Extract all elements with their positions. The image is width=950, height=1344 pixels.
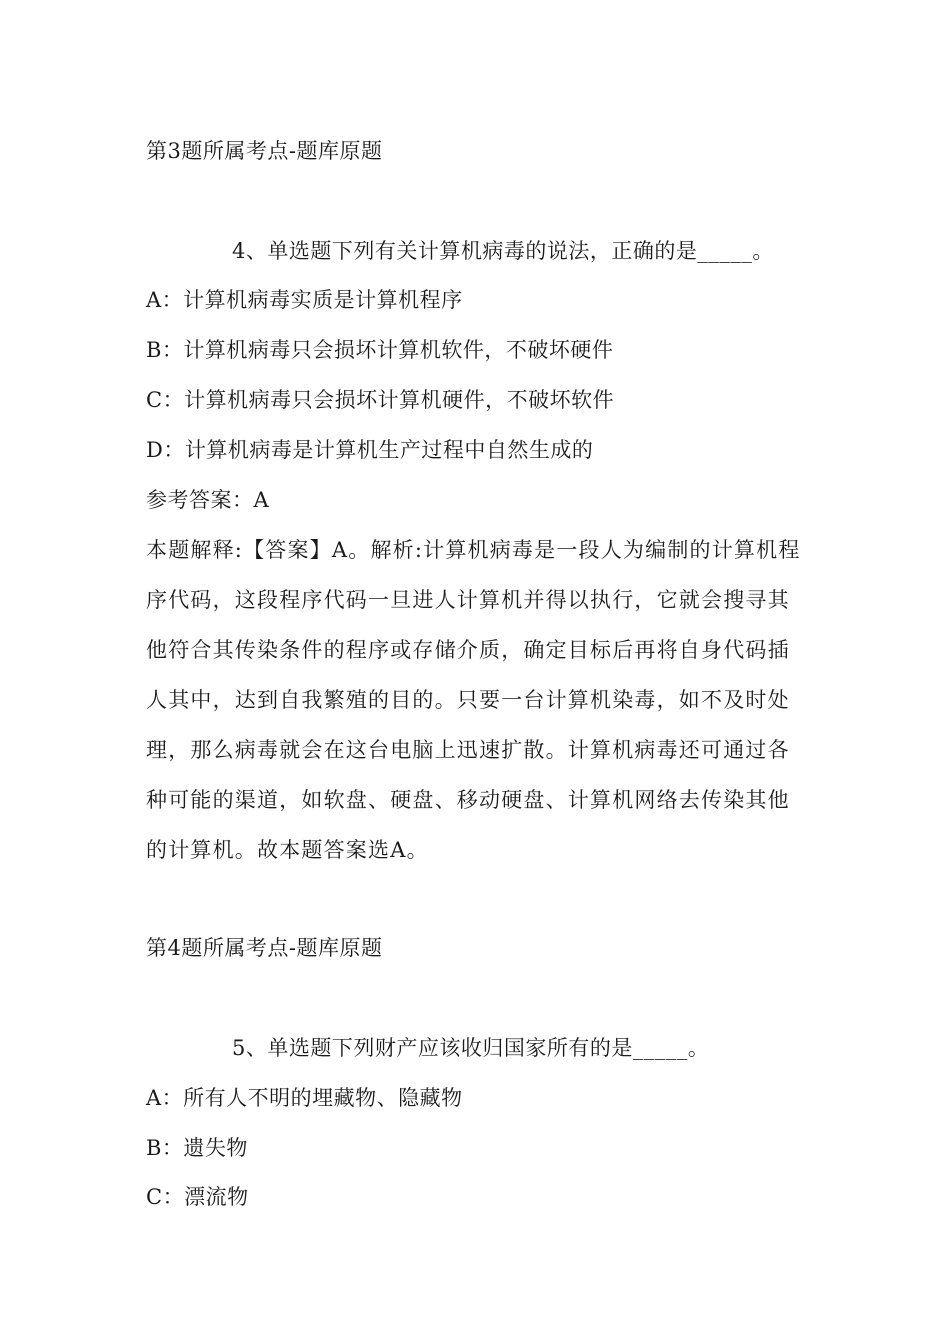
q5-option-c: C：漂流物: [146, 1185, 249, 1209]
q4-answer: 参考答案：A: [146, 488, 270, 512]
q5-option-a: A：所有人不明的埋藏物、隐藏物: [146, 1086, 463, 1110]
q4-stem: 4、单选题下列有关计算机病毒的说法，正确的是_____。: [232, 239, 774, 263]
q4-explanation: 本题解释:【答案】A。解析:计算机病毒是一段人为编制的计算机程序代码，这段程序代码一旦进人计算机并得以执行，它就会搜寻其他符合其传染条件的程序或存储介质，确定目标后再将自身代码插人其中，达到自我繁殖的目的。只要一台计算机染毒，如不及时处理，那么病毒就会在这台电脑上迅速扩散。计算机病毒还可通过各种可能的渠道，如软盘、硬盘、移动硬盘、计算机网络去传染其他的计算机。故本题答案选A。: [146, 538, 801, 862]
q4-topic: 第4题所属考点-题库原题: [146, 936, 383, 960]
q5-option-b: B：遗失物: [146, 1136, 248, 1160]
q5-stem: 5、单选题下列财产应该收归国家所有的是_____。: [232, 1036, 710, 1060]
q4-option-c: C：计算机病毒只会损坏计算机硬件，不破坏软件: [146, 388, 615, 412]
q4-option-a: A：计算机病毒实质是计算机程序: [146, 288, 463, 312]
q4-option-d: D：计算机病毒是计算机生产过程中自然生成的: [146, 438, 594, 462]
q4-option-b: B：计算机病毒只会损坏计算机软件，不破坏硬件: [146, 338, 614, 362]
q3-topic: 第3题所属考点-题库原题: [146, 139, 383, 163]
